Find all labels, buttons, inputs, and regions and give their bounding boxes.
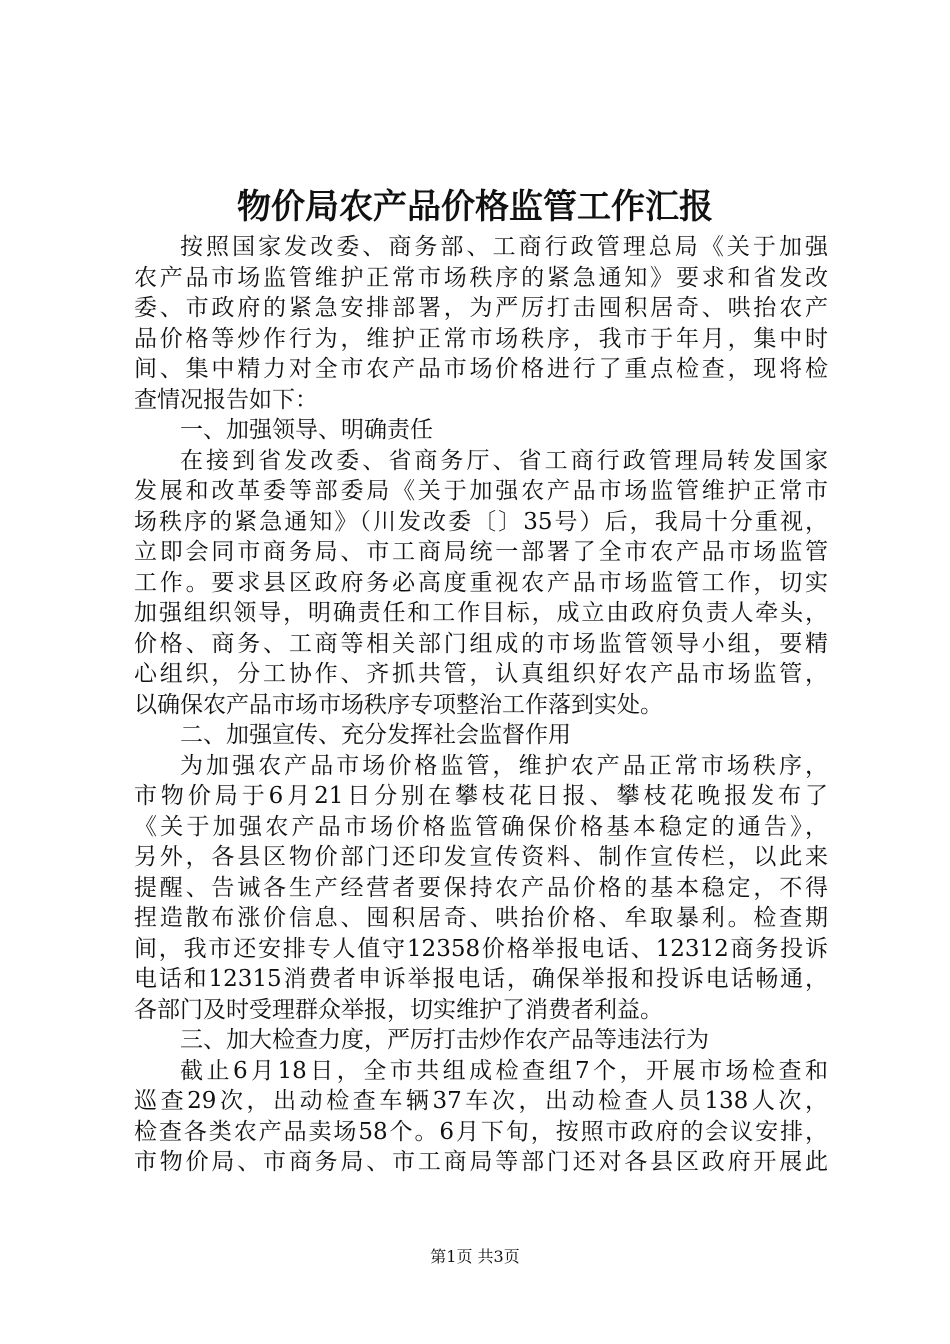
body-line: 捏造散布涨价信息、囤积居奇、哄抬价格、牟取暴利。检查期	[134, 905, 828, 931]
body-line: 价格、商务、工商等相关部门组成的市场监管领导小组，要精	[134, 630, 828, 657]
body-line: 以确保农产品市场市场秩序专项整治工作落到实处。	[134, 691, 663, 718]
body-line: 一、加强领导、明确责任	[180, 417, 433, 443]
body-line: 场秩序的紧急通知》（川发改委〔〕35号）后，我局十分重视，	[134, 508, 828, 535]
body-line: 市物价局于6月21日分别在攀枝花日报、攀枝花晚报发布了	[134, 783, 828, 809]
body-line: 间、集中精力对全市农产品市场价格进行了重点检查，现将检	[134, 356, 828, 382]
body-line: 工作。要求县区政府务必高度重视农产品市场监管工作，切实	[134, 569, 828, 596]
body-line: 间，我市还安排专人值守12358价格举报电话、12312商务投诉	[134, 935, 828, 962]
body-line: 市物价局、市商务局、市工商局等部门还对各县区政府开展此	[134, 1149, 828, 1175]
body-line: 为加强农产品市场价格监管，维护农产品正常市场秩序，	[180, 752, 828, 779]
body-line: 在接到省发改委、省商务厅、省工商行政管理局转发国家	[180, 447, 828, 474]
body-line: 加强组织领导，明确责任和工作目标，成立由政府负责人牵头，	[134, 600, 828, 626]
body-line: 各部门及时受理群众举报，切实维护了消费者利益。	[134, 996, 663, 1023]
body-line: 委、市政府的紧急安排部署，为严厉打击囤积居奇、哄抬农产	[134, 295, 828, 321]
body-line: 按照国家发改委、商务部、工商行政管理总局《关于加强	[180, 234, 828, 260]
body-line: 三、加大检查力度，严厉打击炒作农产品等违法行为	[180, 1027, 709, 1053]
body-line: 查情况报告如下：	[134, 386, 318, 413]
body-line: 截止6月18日，全市共组成检查组7个，开展市场检查和	[180, 1057, 828, 1084]
body-line: 提醒、告诫各生产经营者要保持农产品价格的基本稳定，不得	[134, 874, 828, 901]
document-title: 物价局农产品价格监管工作汇报	[237, 187, 713, 227]
body-line: 检查各类农产品卖场58个。6月下旬，按照市政府的会议安排，	[134, 1118, 828, 1145]
document-body	[134, 232, 828, 1178]
body-line: 另外，各县区物价部门还印发宣传资料、制作宣传栏，以此来	[134, 844, 828, 870]
body-line: 农产品市场监管维护正常市场秩序的紧急通知》要求和省发改	[134, 264, 828, 291]
body-line: 立即会同市商务局、市工商局统一部署了全市农产品市场监管	[134, 539, 828, 565]
body-line: 品价格等炒作行为，维护正常市场秩序，我市于年月，集中时	[134, 325, 828, 352]
body-line: 电话和12315消费者申诉举报电话，确保举报和投诉电话畅通，	[134, 966, 828, 992]
body-line: 心组织，分工协作、齐抓共管，认真组织好农产品市场监管，	[134, 661, 828, 687]
page-footer: 第1页 共3页	[430, 1247, 520, 1266]
body-line: 发展和改革委等部委局《关于加强农产品市场监管维护正常市	[134, 478, 828, 504]
body-line: 巡查29次，出动检查车辆37车次，出动检查人员138人次，	[134, 1088, 828, 1114]
body-line: 《关于加强农产品市场价格监管确保价格基本稳定的通告》，	[134, 813, 828, 840]
body-line: 二、加强宣传、充分发挥社会监督作用	[180, 722, 571, 748]
